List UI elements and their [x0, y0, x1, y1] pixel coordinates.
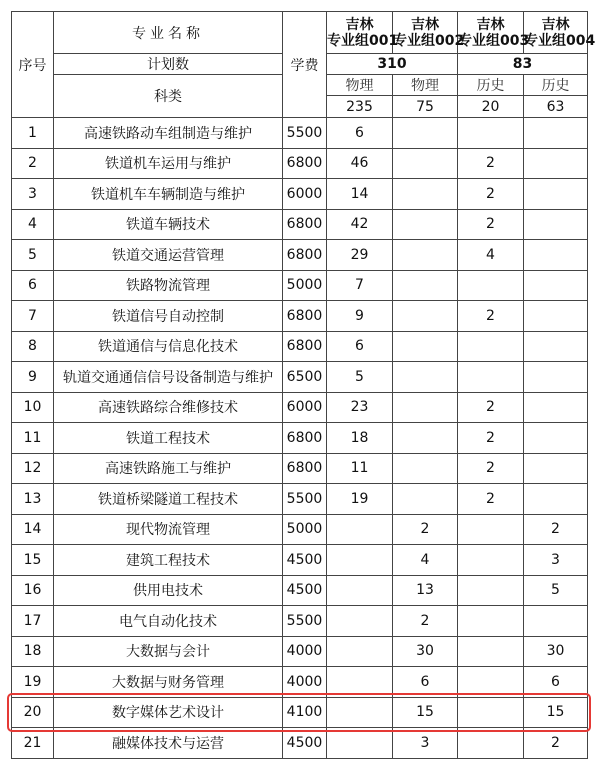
group-002-subject: 物理 [393, 75, 458, 96]
group-001-plan [327, 728, 393, 759]
table-row [12, 484, 588, 515]
group-001-plan: 9 [327, 301, 393, 332]
group-004-plan [524, 240, 588, 271]
group-004-plan [524, 362, 588, 393]
group-003-plan: 2 [458, 209, 524, 240]
group-003-plan [458, 118, 524, 149]
group-003-plan [458, 636, 524, 667]
group-001-subject: 物理 [327, 75, 393, 96]
row-number: 3 [12, 179, 54, 210]
group-002-plan: 30 [393, 636, 458, 667]
group-003-plan: 2 [458, 392, 524, 423]
major-name: 供用电技术 [54, 575, 283, 606]
tuition-fee: 4000 [283, 636, 327, 667]
table-row [12, 728, 588, 759]
group-004-plan [524, 301, 588, 332]
group-004-plan [524, 209, 588, 240]
group-004-line1: 吉林 [541, 16, 570, 33]
table-row [12, 209, 588, 240]
group-001-line2: 专业组001 [327, 32, 399, 49]
major-name: 铁道机车运用与维护 [54, 148, 283, 179]
tuition-fee: 5500 [283, 484, 327, 515]
table-row [12, 240, 588, 271]
table-row [12, 118, 588, 149]
group-003-plan: 2 [458, 179, 524, 210]
group-002-plan [393, 453, 458, 484]
major-name: 融媒体技术与运营 [54, 728, 283, 759]
group-003-subject: 历史 [458, 75, 524, 96]
group-003-plan [458, 606, 524, 637]
major-name: 大数据与会计 [54, 636, 283, 667]
major-name: 电气自动化技术 [54, 606, 283, 637]
group-004-plan: 3 [524, 545, 588, 576]
group-003-plan [458, 575, 524, 606]
row-number: 7 [12, 301, 54, 332]
group-001-plan [327, 575, 393, 606]
group-004-plan [524, 606, 588, 637]
header-group-004 [524, 12, 596, 54]
tuition-fee: 6800 [283, 240, 327, 271]
header-group-003 [458, 12, 530, 54]
major-name: 数字媒体艺术设计 [54, 697, 283, 728]
group-004-count: 63 [524, 96, 588, 118]
tuition-fee: 6800 [283, 331, 327, 362]
major-name: 铁道信号自动控制 [54, 301, 283, 332]
table-row [12, 270, 588, 301]
group-002-plan: 15 [393, 697, 458, 728]
table-row [12, 697, 588, 728]
group-003-line1: 吉林 [476, 16, 505, 33]
row-number: 1 [12, 118, 54, 149]
tuition-fee: 6000 [283, 392, 327, 423]
table-row [12, 453, 588, 484]
tuition-fee: 5500 [283, 606, 327, 637]
row-number: 19 [12, 667, 54, 698]
table-row [12, 362, 588, 393]
group-003-plan: 2 [458, 423, 524, 454]
group-004-plan: 5 [524, 575, 588, 606]
group-003-line2: 专业组003 [458, 32, 530, 49]
group-001-plan [327, 514, 393, 545]
group-004-plan: 2 [524, 728, 588, 759]
table-row [12, 301, 588, 332]
group-004-plan: 30 [524, 636, 588, 667]
group-001-line1: 吉林 [345, 16, 374, 33]
table-row [12, 606, 588, 637]
group-004-plan: 15 [524, 697, 588, 728]
group-002-plan: 2 [393, 514, 458, 545]
tuition-fee: 4100 [283, 697, 327, 728]
group-004-plan [524, 453, 588, 484]
group-002-plan [393, 209, 458, 240]
row-number: 5 [12, 240, 54, 271]
group-002-plan: 3 [393, 728, 458, 759]
group-001-plan: 6 [327, 331, 393, 362]
group-001-plan: 5 [327, 362, 393, 393]
header-major-name: 专业名称 [54, 12, 283, 54]
group-002-plan [393, 423, 458, 454]
group-001-plan [327, 697, 393, 728]
group-001-plan: 14 [327, 179, 393, 210]
group-004-plan [524, 423, 588, 454]
group-001-plan [327, 667, 393, 698]
tuition-fee: 4500 [283, 728, 327, 759]
group-004-plan: 2 [524, 514, 588, 545]
group-003-plan: 2 [458, 301, 524, 332]
tuition-fee: 4500 [283, 545, 327, 576]
table-row [12, 148, 588, 179]
tuition-fee: 5500 [283, 118, 327, 149]
tuition-fee: 6800 [283, 423, 327, 454]
table-row [12, 636, 588, 667]
row-number: 11 [12, 423, 54, 454]
group-001-plan [327, 606, 393, 637]
tuition-fee: 5000 [283, 514, 327, 545]
table-row [12, 331, 588, 362]
group-002-plan [393, 240, 458, 271]
group-002-plan [393, 270, 458, 301]
group-002-plan [393, 301, 458, 332]
major-name: 铁路物流管理 [54, 270, 283, 301]
group-001-plan [327, 545, 393, 576]
row-number: 9 [12, 362, 54, 393]
major-name: 高速铁路综合维修技术 [54, 392, 283, 423]
major-name: 铁道工程技术 [54, 423, 283, 454]
header-subject-type: 科类 [54, 75, 283, 118]
major-name: 铁道通信与信息化技术 [54, 331, 283, 362]
group-001-plan: 46 [327, 148, 393, 179]
header-plan-count: 计划数 [54, 54, 283, 75]
header-tuition: 学费 [283, 12, 327, 118]
group-003-plan: 2 [458, 148, 524, 179]
group-001-plan: 18 [327, 423, 393, 454]
row-number: 15 [12, 545, 54, 576]
row-number: 13 [12, 484, 54, 515]
group-004-plan [524, 270, 588, 301]
major-name: 铁道交通运营管理 [54, 240, 283, 271]
group-002-plan: 4 [393, 545, 458, 576]
group-003-plan [458, 697, 524, 728]
group-002-plan [393, 179, 458, 210]
group-004-plan [524, 484, 588, 515]
row-number: 2 [12, 148, 54, 179]
tuition-fee: 6000 [283, 179, 327, 210]
group-002-plan [393, 331, 458, 362]
group-004-subject: 历史 [524, 75, 588, 96]
table-row [12, 545, 588, 576]
group-002-plan [393, 484, 458, 515]
group-003-plan [458, 728, 524, 759]
row-number: 4 [12, 209, 54, 240]
enrollment-plan-table [11, 11, 596, 759]
total-history: 83 [458, 54, 588, 75]
header-group-001 [327, 12, 399, 54]
major-name: 铁道机车车辆制造与维护 [54, 179, 283, 210]
group-001-plan [327, 636, 393, 667]
group-003-plan [458, 331, 524, 362]
tuition-fee: 6500 [283, 362, 327, 393]
group-002-line1: 吉林 [411, 16, 439, 33]
group-003-count: 20 [458, 96, 524, 118]
group-002-count: 75 [393, 96, 458, 118]
group-004-plan: 6 [524, 667, 588, 698]
table-row [12, 392, 588, 423]
tuition-fee: 4500 [283, 575, 327, 606]
major-name: 高速铁路施工与维护 [54, 453, 283, 484]
group-002-plan [393, 362, 458, 393]
header-row-group-names [12, 12, 588, 54]
tuition-fee: 6800 [283, 148, 327, 179]
table-row [12, 575, 588, 606]
major-name: 铁道桥梁隧道工程技术 [54, 484, 283, 515]
row-number: 18 [12, 636, 54, 667]
row-number: 16 [12, 575, 54, 606]
group-002-plan: 2 [393, 606, 458, 637]
table-row [12, 514, 588, 545]
group-001-plan: 19 [327, 484, 393, 515]
group-004-plan [524, 179, 588, 210]
group-003-plan: 2 [458, 453, 524, 484]
group-001-plan: 11 [327, 453, 393, 484]
total-physics: 310 [327, 54, 458, 75]
row-number: 6 [12, 270, 54, 301]
major-name: 建筑工程技术 [54, 545, 283, 576]
table-row [12, 423, 588, 454]
tuition-fee: 6800 [283, 301, 327, 332]
table-row [12, 179, 588, 210]
tuition-fee: 6800 [283, 453, 327, 484]
header-seq: 序号 [12, 12, 54, 118]
group-003-plan [458, 270, 524, 301]
group-002-plan: 6 [393, 667, 458, 698]
major-name: 现代物流管理 [54, 514, 283, 545]
major-name: 大数据与财务管理 [54, 667, 283, 698]
major-name: 铁道车辆技术 [54, 209, 283, 240]
group-001-plan: 29 [327, 240, 393, 271]
group-004-plan [524, 392, 588, 423]
group-002-plan [393, 148, 458, 179]
group-003-plan [458, 514, 524, 545]
group-003-plan [458, 362, 524, 393]
group-003-plan: 2 [458, 484, 524, 515]
row-number: 8 [12, 331, 54, 362]
row-number: 12 [12, 453, 54, 484]
row-number: 17 [12, 606, 54, 637]
group-002-line2: 专业组002 [393, 32, 465, 49]
row-number: 20 [12, 697, 54, 728]
major-name: 轨道交通通信信号设备制造与维护 [54, 362, 283, 393]
major-name: 高速铁路动车组制造与维护 [54, 118, 283, 149]
group-002-plan [393, 118, 458, 149]
tuition-fee: 6800 [283, 209, 327, 240]
row-number: 14 [12, 514, 54, 545]
row-number: 10 [12, 392, 54, 423]
group-003-plan: 4 [458, 240, 524, 271]
tuition-fee: 5000 [283, 270, 327, 301]
group-002-plan [393, 392, 458, 423]
group-001-plan: 23 [327, 392, 393, 423]
group-001-plan: 42 [327, 209, 393, 240]
group-002-plan: 13 [393, 575, 458, 606]
header-group-002 [393, 12, 465, 54]
group-001-plan: 6 [327, 118, 393, 149]
group-003-plan [458, 667, 524, 698]
group-001-plan: 7 [327, 270, 393, 301]
group-004-plan [524, 118, 588, 149]
tuition-fee: 4000 [283, 667, 327, 698]
row-number: 21 [12, 728, 54, 759]
group-003-plan [458, 545, 524, 576]
group-004-line2: 专业组004 [524, 32, 596, 49]
group-004-plan [524, 148, 588, 179]
group-001-count: 235 [327, 96, 393, 118]
group-004-plan [524, 331, 588, 362]
table-row [12, 667, 588, 698]
